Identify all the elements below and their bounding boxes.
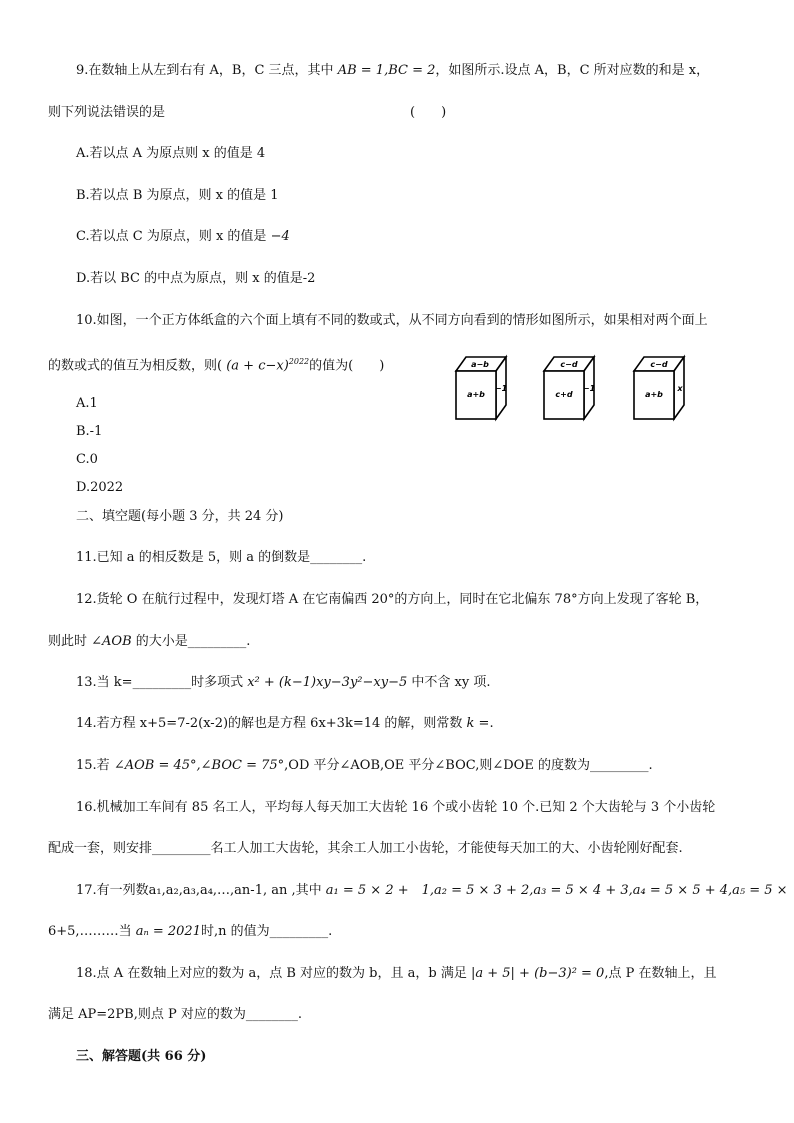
- q18-text: 18.点 A 在数轴上对应的数为 a，点 B 对应的数为 b，且 a，b 满足: [76, 966, 467, 981]
- q14-text: 14.若方程 x+5=7-2(x-2)的解也是方程 6x+3k=14 的解，则常数: [76, 716, 463, 731]
- cube-1-top: a−b: [471, 360, 489, 369]
- q15-math: ∠AOB = 45°,∠BOC = 75°: [113, 758, 285, 773]
- q15: [76, 757, 653, 775]
- q12-math: ∠AOB: [91, 634, 132, 649]
- cube-1: [456, 357, 507, 419]
- q9-line2-text: 则下列说法错误的是: [48, 105, 166, 120]
- cube-3-front: a+b: [645, 390, 663, 399]
- q14-tail: .: [489, 716, 494, 731]
- cube-2-front: c+d: [555, 390, 573, 399]
- q14: [76, 715, 494, 733]
- q10-option-c: C.0: [76, 452, 98, 467]
- q10-math: (a + c−x): [226, 358, 289, 374]
- q14-math: k =: [466, 716, 490, 731]
- q18-line1: [76, 965, 717, 983]
- cube-diagram: [452, 353, 702, 423]
- q11: 11.已知 a 的相反数是 5，则 a 的倒数是________.: [76, 550, 367, 565]
- q17-line2: [48, 923, 332, 941]
- cube-3-side: x: [677, 384, 683, 393]
- q9-option-d: D.若以 BC 的中点为原点，则 x 的值是-2: [76, 271, 316, 286]
- q10-line2: [48, 353, 384, 375]
- q10-line2-tail: 的值为( ): [309, 358, 385, 374]
- q12-text: 则此时: [48, 634, 88, 649]
- q10-option-a: A.1: [76, 396, 98, 411]
- q9-text: 9.在数轴上从左到右有 A，B，C 三点，其中: [76, 63, 334, 78]
- q15-tail: ,OD 平分∠AOB,OE 平分∠BOC,则∠DOE 的度数为_________.: [284, 758, 653, 773]
- q15-text: 15.若: [76, 758, 110, 773]
- q10-line2-text: 的数或式的值互为相反数，则(: [48, 358, 223, 374]
- cube-3: [634, 357, 684, 419]
- q10-option-b: B.-1: [76, 424, 103, 439]
- cube-2-top: c−d: [560, 360, 578, 369]
- q18-tail: ,点 P 在数轴上，且: [604, 966, 717, 981]
- q9-math: AB = 1,BC = 2: [337, 63, 436, 78]
- q9-line1: [76, 62, 709, 80]
- section-2-heading: 二、填空题(每小题 3 分，共 24 分): [76, 509, 284, 524]
- q10-option-d: D.2022: [76, 480, 124, 495]
- cube-1-side: −1: [494, 384, 508, 393]
- q13-text: 13.当 k=_________时多项式: [76, 675, 244, 690]
- q18-line2: 满足 AP=2PB,则点 P 对应的数为________.: [48, 1007, 303, 1022]
- q9-option-c-text: C.若以点 C 为原点，则 x 的值是: [76, 229, 267, 244]
- q17-text: 17.有一列数a₁,a₂,a₃,a₄,…,an-1, an ,其中: [76, 883, 322, 898]
- cube-2-side: −1: [582, 384, 596, 393]
- q17-line2-math: aₙ = 2021: [135, 924, 201, 939]
- q17-line2-text: 6+5,………当: [48, 924, 132, 939]
- q17-line2-tail: 时,n 的值为_________.: [200, 924, 333, 939]
- q9-option-c: [76, 228, 290, 246]
- section-3-heading: 三、解答题(共 66 分): [76, 1049, 207, 1064]
- q9-line2: [48, 104, 165, 122]
- cube-3-top: c−d: [650, 360, 668, 369]
- q13-tail: 中不含 xy 项.: [411, 675, 491, 690]
- q9-answer-paren: ( ): [410, 105, 447, 120]
- q13: [76, 674, 490, 692]
- cube-1-front: a+b: [467, 390, 485, 399]
- q10-line1: 10.如图，一个正方体纸盒的六个面上填有不同的数或式，从不同方向看到的情形如图所示，如果相对两个面上: [76, 313, 708, 328]
- q17-line1: [76, 882, 788, 900]
- q12-line1: 12.货轮 O 在航行过程中，发现灯塔 A 在它南偏西 20°的方向上，同时在它北偏东 78°方向上发现了客轮 B，: [76, 592, 709, 607]
- q12-line2: [48, 633, 250, 651]
- q9-text-tail: ，如图所示.设点 A，B，C 所对应数的和是 x，: [435, 63, 710, 78]
- q12-tail: 的大小是_________.: [135, 634, 251, 649]
- q9-option-a: A.若以点 A 为原点则 x 的值是 4: [76, 146, 266, 161]
- q16-line2: 配成一套，则安排_________名工人加工大齿轮，其余工人加工小齿轮，才能使每天加工的大、小齿轮刚好配套.: [48, 841, 683, 856]
- q10-exponent: 2022: [288, 357, 310, 366]
- q18-math: |a + 5| + (b−3)² = 0: [470, 966, 605, 981]
- q9-option-b: B.若以点 B 为原点，则 x 的值是 1: [76, 188, 279, 203]
- q9-option-c-math: −4: [270, 229, 290, 244]
- cube-2: [544, 357, 595, 419]
- q16-line1: 16.机械加工车间有 85 名工人，平均每人每天加工大齿轮 16 个或小齿轮 10 个.已知 2 个大齿轮与 3 个小齿轮: [76, 800, 716, 815]
- q17-math: a₁ = 5 × 2 + 1,a₂ = 5 × 3 + 2,a₃ = 5 × 4 + 3,a₄ = 5 × 5 + 4,a₅ = 5 ×: [325, 883, 788, 898]
- q13-math: x² + (k−1)xy−3y²−xy−5: [247, 675, 408, 690]
- cube-figures: [452, 353, 702, 423]
